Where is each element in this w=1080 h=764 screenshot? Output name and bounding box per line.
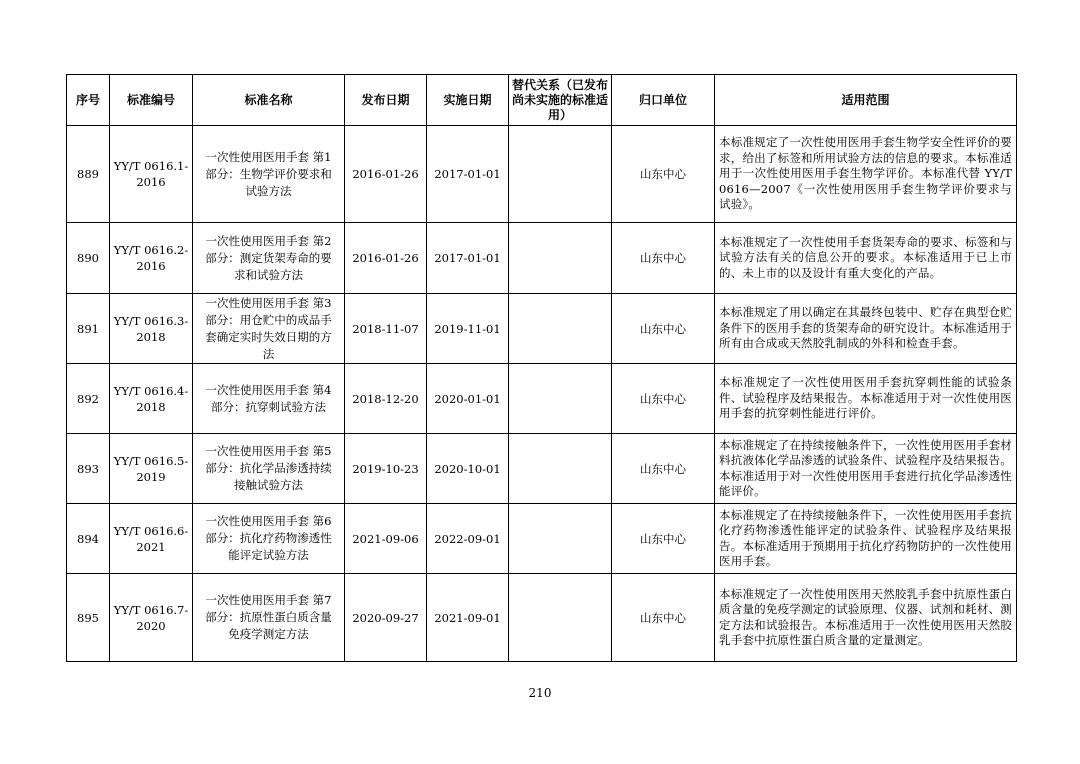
cell-unit: 山东中心 [612,294,715,364]
cell-no: 895 [67,574,110,662]
cell-replacement [509,126,612,223]
cell-name: 一次性使用医用手套 第1部分：生物学评价要求和试验方法 [193,126,345,223]
cell-no: 889 [67,126,110,223]
table-row [67,574,1017,662]
cell-scope: 本标准规定了一次性使用医用手套生物学安全性评价的要求，给出了标签和所用试验方法的信息的要求。本标准适用于一次性使用医用手套生物学评价。本标准代替 YY/T 0616—2007《一次性使用医用手套生物学评价要求与试验》。 [715,126,1017,223]
cell-replacement [509,574,612,662]
cell-scope: 本标准规定了在持续接触条件下，一次性使用医用手套抗化疗药物渗透性能评定的试验条件、试验程序及结果报告。本标准适用于预期用于抗化疗药物防护的一次性使用医用手套。 [715,504,1017,574]
cell-effective-date: 2021-09-01 [427,574,509,662]
cell-unit: 山东中心 [612,434,715,504]
cell-scope: 本标准规定了用以确定在其最终包装中、贮存在典型仓贮条件下的医用手套的货架寿命的研究设计。本标准适用于所有由合成或天然胶乳制成的外科和检查手套。 [715,294,1017,364]
table-row [67,434,1017,504]
header-no: 序号 [67,75,110,126]
cell-scope: 本标准规定了一次性使用医用手套抗穿刺性能的试验条件、试验程序及结果报告。本标准适用于对一次性使用医用手套的抗穿刺性能进行评价。 [715,364,1017,434]
cell-unit: 山东中心 [612,574,715,662]
cell-no: 890 [67,223,110,294]
table-header-row [67,75,1017,126]
cell-effective-date: 2017-01-01 [427,223,509,294]
cell-publish-date: 2021-09-06 [345,504,427,574]
cell-code: YY/T 0616.1-2016 [110,126,193,223]
cell-publish-date: 2018-11-07 [345,294,427,364]
cell-name: 一次性使用医用手套 第6部分：抗化疗药物渗透性能评定试验方法 [193,504,345,574]
cell-effective-date: 2017-01-01 [427,126,509,223]
page-number: 210 [528,686,552,700]
cell-effective-date: 2022-09-01 [427,504,509,574]
cell-publish-date: 2020-09-27 [345,574,427,662]
cell-name: 一次性使用医用手套 第7部分：抗原性蛋白质含量免疫学测定方法 [193,574,345,662]
cell-code: YY/T 0616.6-2021 [110,504,193,574]
cell-effective-date: 2020-10-01 [427,434,509,504]
cell-no: 891 [67,294,110,364]
cell-code: YY/T 0616.3-2018 [110,294,193,364]
cell-unit: 山东中心 [612,126,715,223]
cell-unit: 山东中心 [612,364,715,434]
cell-code: YY/T 0616.7-2020 [110,574,193,662]
cell-publish-date: 2016-01-26 [345,223,427,294]
table-row [67,294,1017,364]
cell-scope: 本标准规定了在持续接触条件下，一次性使用医用手套材料抗液体化学品渗透的试验条件、试验程序及结果报告。本标准适用于对一次性使用医用手套进行抗化学品渗透性能评价。 [715,434,1017,504]
standards-table [66,74,1017,662]
table-row [67,126,1017,223]
cell-replacement [509,504,612,574]
cell-unit: 山东中心 [612,504,715,574]
cell-name: 一次性使用医用手套 第5部分：抗化学品渗透持续接触试验方法 [193,434,345,504]
cell-publish-date: 2018-12-20 [345,364,427,434]
cell-name: 一次性使用医用手套 第2部分：测定货架寿命的要求和试验方法 [193,223,345,294]
cell-effective-date: 2020-01-01 [427,364,509,434]
header-publish-date: 发布日期 [345,75,427,126]
cell-no: 892 [67,364,110,434]
cell-effective-date: 2019-11-01 [427,294,509,364]
header-scope: 适用范围 [715,75,1017,126]
cell-name: 一次性使用医用手套 第3部分：用仓贮中的成品手套确定实时失效日期的方法 [193,294,345,364]
cell-publish-date: 2019-10-23 [345,434,427,504]
header-code: 标准编号 [110,75,193,126]
cell-replacement [509,434,612,504]
header-replacement: 替代关系（已发布尚未实施的标准适用） [509,75,612,126]
cell-scope: 本标准规定了一次性使用手套货架寿命的要求、标签和与试验方法有关的信息公开的要求。本标准适用于已上市的、未上市的以及设计有重大变化的产品。 [715,223,1017,294]
table-row [67,223,1017,294]
cell-unit: 山东中心 [612,223,715,294]
cell-name: 一次性使用医用手套 第4部分：抗穿刺试验方法 [193,364,345,434]
table-row [67,364,1017,434]
cell-code: YY/T 0616.4-2018 [110,364,193,434]
cell-code: YY/T 0616.5-2019 [110,434,193,504]
cell-publish-date: 2016-01-26 [345,126,427,223]
cell-replacement [509,364,612,434]
cell-code: YY/T 0616.2-2016 [110,223,193,294]
cell-no: 894 [67,504,110,574]
cell-no: 893 [67,434,110,504]
cell-replacement [509,223,612,294]
header-name: 标准名称 [193,75,345,126]
cell-replacement [509,294,612,364]
cell-scope: 本标准规定了一次性使用医用天然胶乳手套中抗原性蛋白质含量的免疫学测定的试验原理、仪器、试剂和耗材、测定方法和试验报告。本标准适用于一次性使用医用天然胶乳手套中抗原性蛋白质含量的定量测定。 [715,574,1017,662]
table-row [67,504,1017,574]
header-effective-date: 实施日期 [427,75,509,126]
header-unit: 归口单位 [612,75,715,126]
